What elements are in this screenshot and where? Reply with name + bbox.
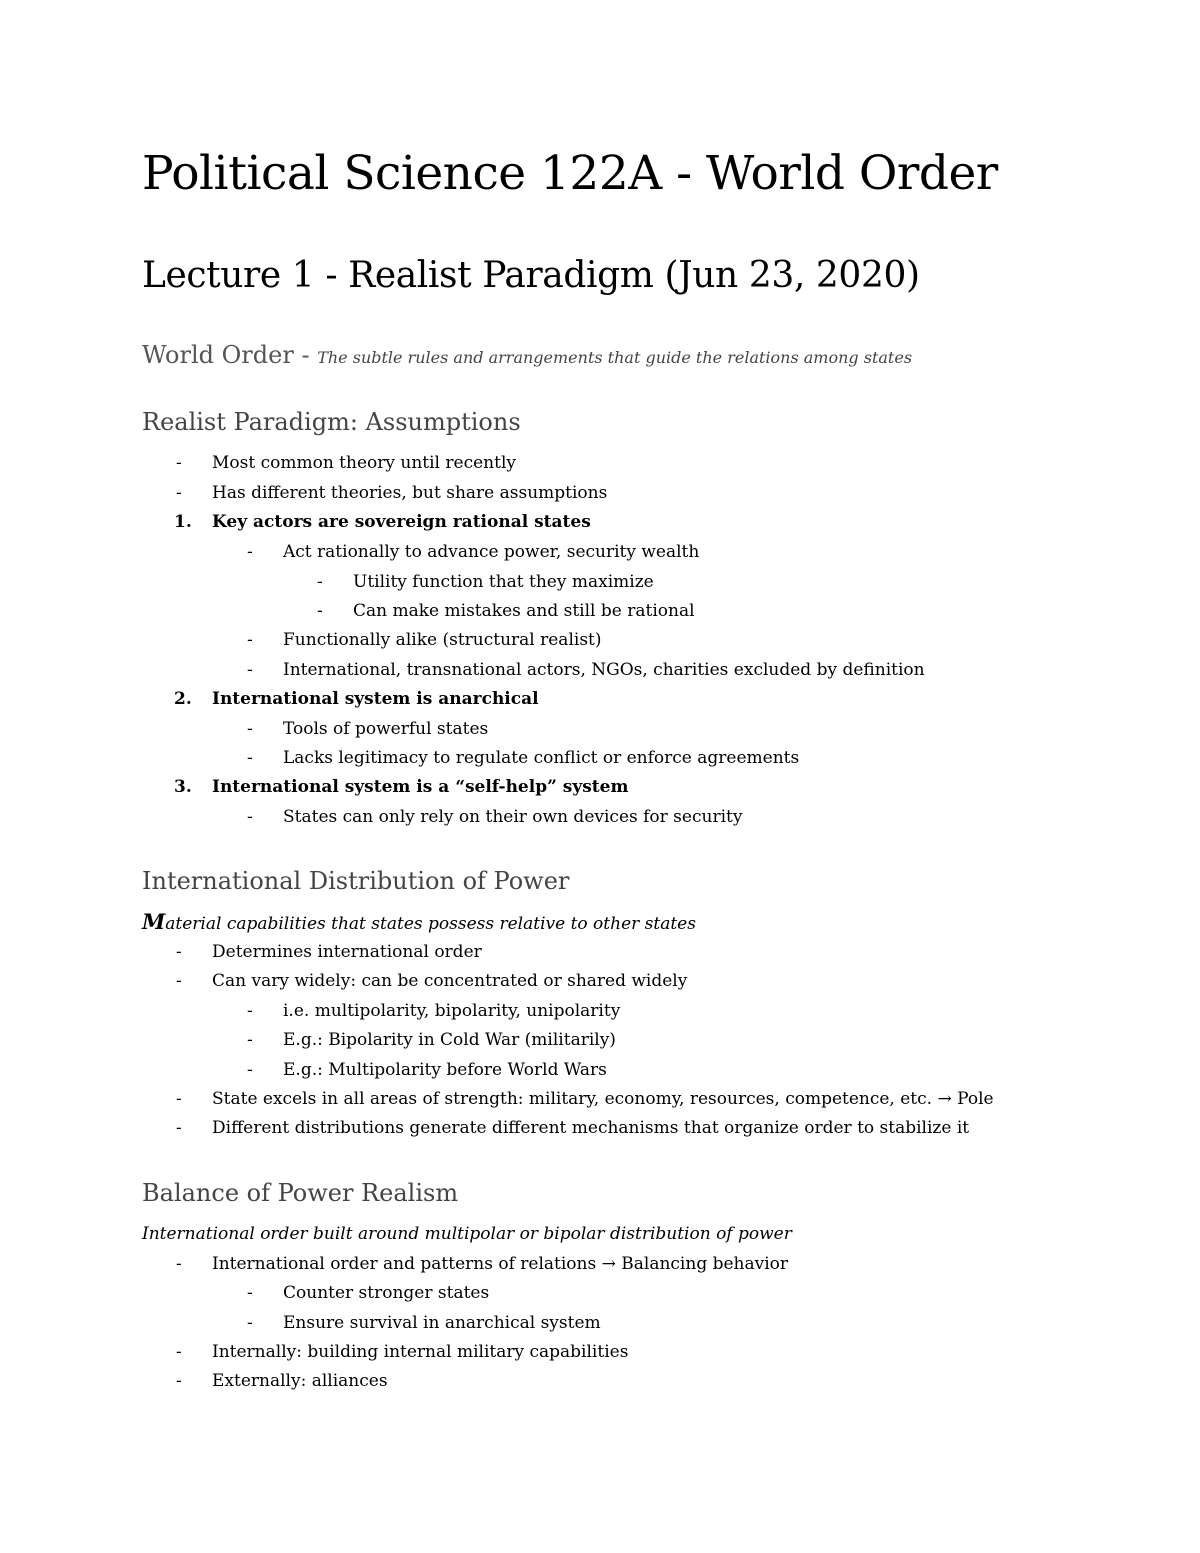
list-item-text: Act rationally to advance power, security wealth — [283, 542, 700, 562]
bullet-marker: - — [247, 660, 253, 680]
list-item-text: Can make mistakes and still be rational — [353, 601, 695, 621]
bullet-marker: - — [317, 572, 323, 592]
definition-initial: M — [142, 909, 166, 934]
list-item-text: Key actors are sovereign rational states — [212, 512, 591, 532]
section-definition: International order built around multipolar or bipolar distribution of power — [142, 1224, 792, 1244]
bullet-marker: - — [247, 542, 253, 562]
list-item-text: Tools of powerful states — [283, 719, 489, 739]
section-heading-distribution: International Distribution of Power — [142, 867, 570, 895]
section-definition — [142, 910, 696, 936]
bullet-marker: - — [247, 1313, 253, 1333]
bullet-marker: - — [247, 1001, 253, 1021]
bullet-marker: - — [317, 601, 323, 621]
definition-separator: - — [293, 341, 318, 369]
bullet-marker: - — [176, 1342, 182, 1362]
number-marker: 2. — [174, 689, 192, 709]
bullet-marker: - — [247, 719, 253, 739]
list-item-text: International order and patterns of relations → Balancing behavior — [212, 1254, 789, 1274]
bullet-marker: - — [247, 1060, 253, 1080]
list-item-text: International system is anarchical — [212, 689, 539, 709]
list-item-text: E.g.: Multipolarity before World Wars — [283, 1060, 607, 1080]
bullet-marker: - — [247, 1030, 253, 1050]
list-item-text: States can only rely on their own devices for security — [283, 807, 743, 827]
document-title: Political Science 122A - World Order — [142, 146, 998, 201]
definition-text: aterial capabilities that states possess relative to other states — [165, 914, 696, 934]
list-item-text: Utility function that they maximize — [353, 572, 654, 592]
bullet-marker: - — [176, 1089, 182, 1109]
list-item-text: Externally: alliances — [212, 1371, 388, 1391]
number-marker: 1. — [174, 512, 192, 532]
list-item-text: International, transnational actors, NGOs, charities excluded by definition — [283, 660, 925, 680]
number-marker: 3. — [174, 777, 192, 797]
list-item-text: Determines international order — [212, 942, 482, 962]
section-heading-balance: Balance of Power Realism — [142, 1179, 459, 1207]
bullet-marker: - — [176, 1371, 182, 1391]
bullet-marker: - — [247, 630, 253, 650]
list-item-text: Functionally alike (structural realist) — [283, 630, 602, 650]
bullet-marker: - — [247, 807, 253, 827]
list-item-text: State excels in all areas of strength: military, economy, resources, competence, etc. → Pole — [212, 1089, 994, 1109]
list-item-text: Has different theories, but share assumptions — [212, 483, 608, 503]
bullet-marker: - — [176, 453, 182, 473]
list-item-text: Lacks legitimacy to regulate conflict or enforce agreements — [283, 748, 800, 768]
definition-text: The subtle rules and arrangements that guide the relations among states — [317, 348, 913, 367]
world-order-definition — [142, 339, 912, 374]
list-item-text: Ensure survival in anarchical system — [283, 1313, 601, 1333]
list-item-text: i.e. multipolarity, bipolarity, unipolarity — [283, 1001, 621, 1021]
definition-term: World Order — [142, 341, 294, 369]
list-item-text: Counter stronger states — [283, 1283, 490, 1303]
bullet-marker: - — [176, 942, 182, 962]
bullet-marker: - — [176, 1254, 182, 1274]
bullet-marker: - — [176, 1118, 182, 1138]
list-item-text: Can vary widely: can be concentrated or shared widely — [212, 971, 688, 991]
list-item-text: Internally: building internal military capabilities — [212, 1342, 629, 1362]
list-item-text: E.g.: Bipolarity in Cold War (militarily) — [283, 1030, 616, 1050]
list-item-text: Most common theory until recently — [212, 453, 516, 473]
lecture-heading: Lecture 1 - Realist Paradigm (Jun 23, 2020) — [142, 255, 920, 296]
list-item-text: International system is a “self-help” system — [212, 777, 629, 797]
bullet-marker: - — [176, 971, 182, 991]
list-item-text: Different distributions generate different mechanisms that organize order to stabilize it — [212, 1118, 970, 1138]
section-heading-assumptions: Realist Paradigm: Assumptions — [142, 408, 521, 436]
bullet-marker: - — [247, 1283, 253, 1303]
bullet-marker: - — [176, 483, 182, 503]
bullet-marker: - — [247, 748, 253, 768]
